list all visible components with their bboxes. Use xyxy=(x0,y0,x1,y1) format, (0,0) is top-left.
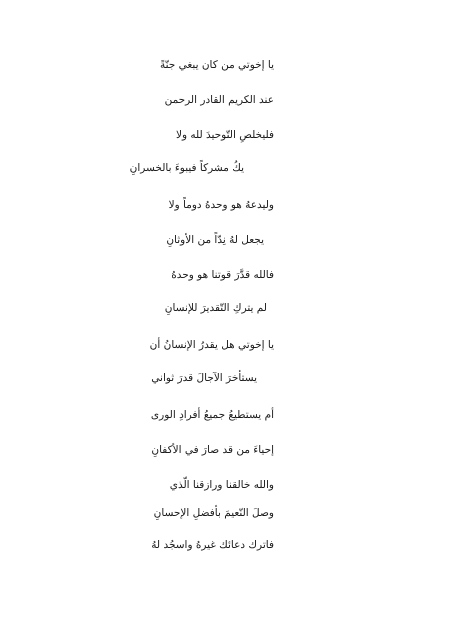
poem-line-3: فليخلصِ التّوحيدَ لله ولا xyxy=(175,129,274,141)
poem-line-9: يا إخوتي هل يقدرُ الإنسانُ أن xyxy=(149,339,274,351)
poem-line-8: لم يتركِ التّقديرَ للإنسانِ xyxy=(164,302,267,314)
poem-line-10: يستأخرَ الآجالَ قدرَ ثواني xyxy=(151,372,257,384)
poem-line-5: وليدعهُ هو وحدهُ دوماً ولا xyxy=(168,199,274,211)
poem-line-4: يكُ مشركاً فيبوءَ بالخسرانِ xyxy=(129,162,244,174)
poem-line-7: فالله قدَّرَ قوتنا هو وحدهُ xyxy=(171,269,274,281)
poem-line-2: عند الكريم القادر الرحمن xyxy=(164,94,274,106)
poem-line-12: إحياءَ من قد صارَ في الأكفانِ xyxy=(151,444,274,456)
poem-line-11: أم يستطيعُ جميعُ أفرادِ الورى xyxy=(150,409,274,421)
poem-line-1: يا إخوتي من كان يبغي جنّةً xyxy=(159,59,274,71)
poem-line-14: وصلَ النّعيمَ بأفضلِ الإحسانِ xyxy=(153,507,274,519)
poem-line-15: فاترك دعائك غيرهُ واسجُد لهُ xyxy=(151,539,274,551)
poem-line-6: يجعل لهُ نِدّاً من الأوثانِ xyxy=(166,234,264,246)
poem-line-13: والله خالقنا ورازقنا الّذي xyxy=(169,479,274,491)
